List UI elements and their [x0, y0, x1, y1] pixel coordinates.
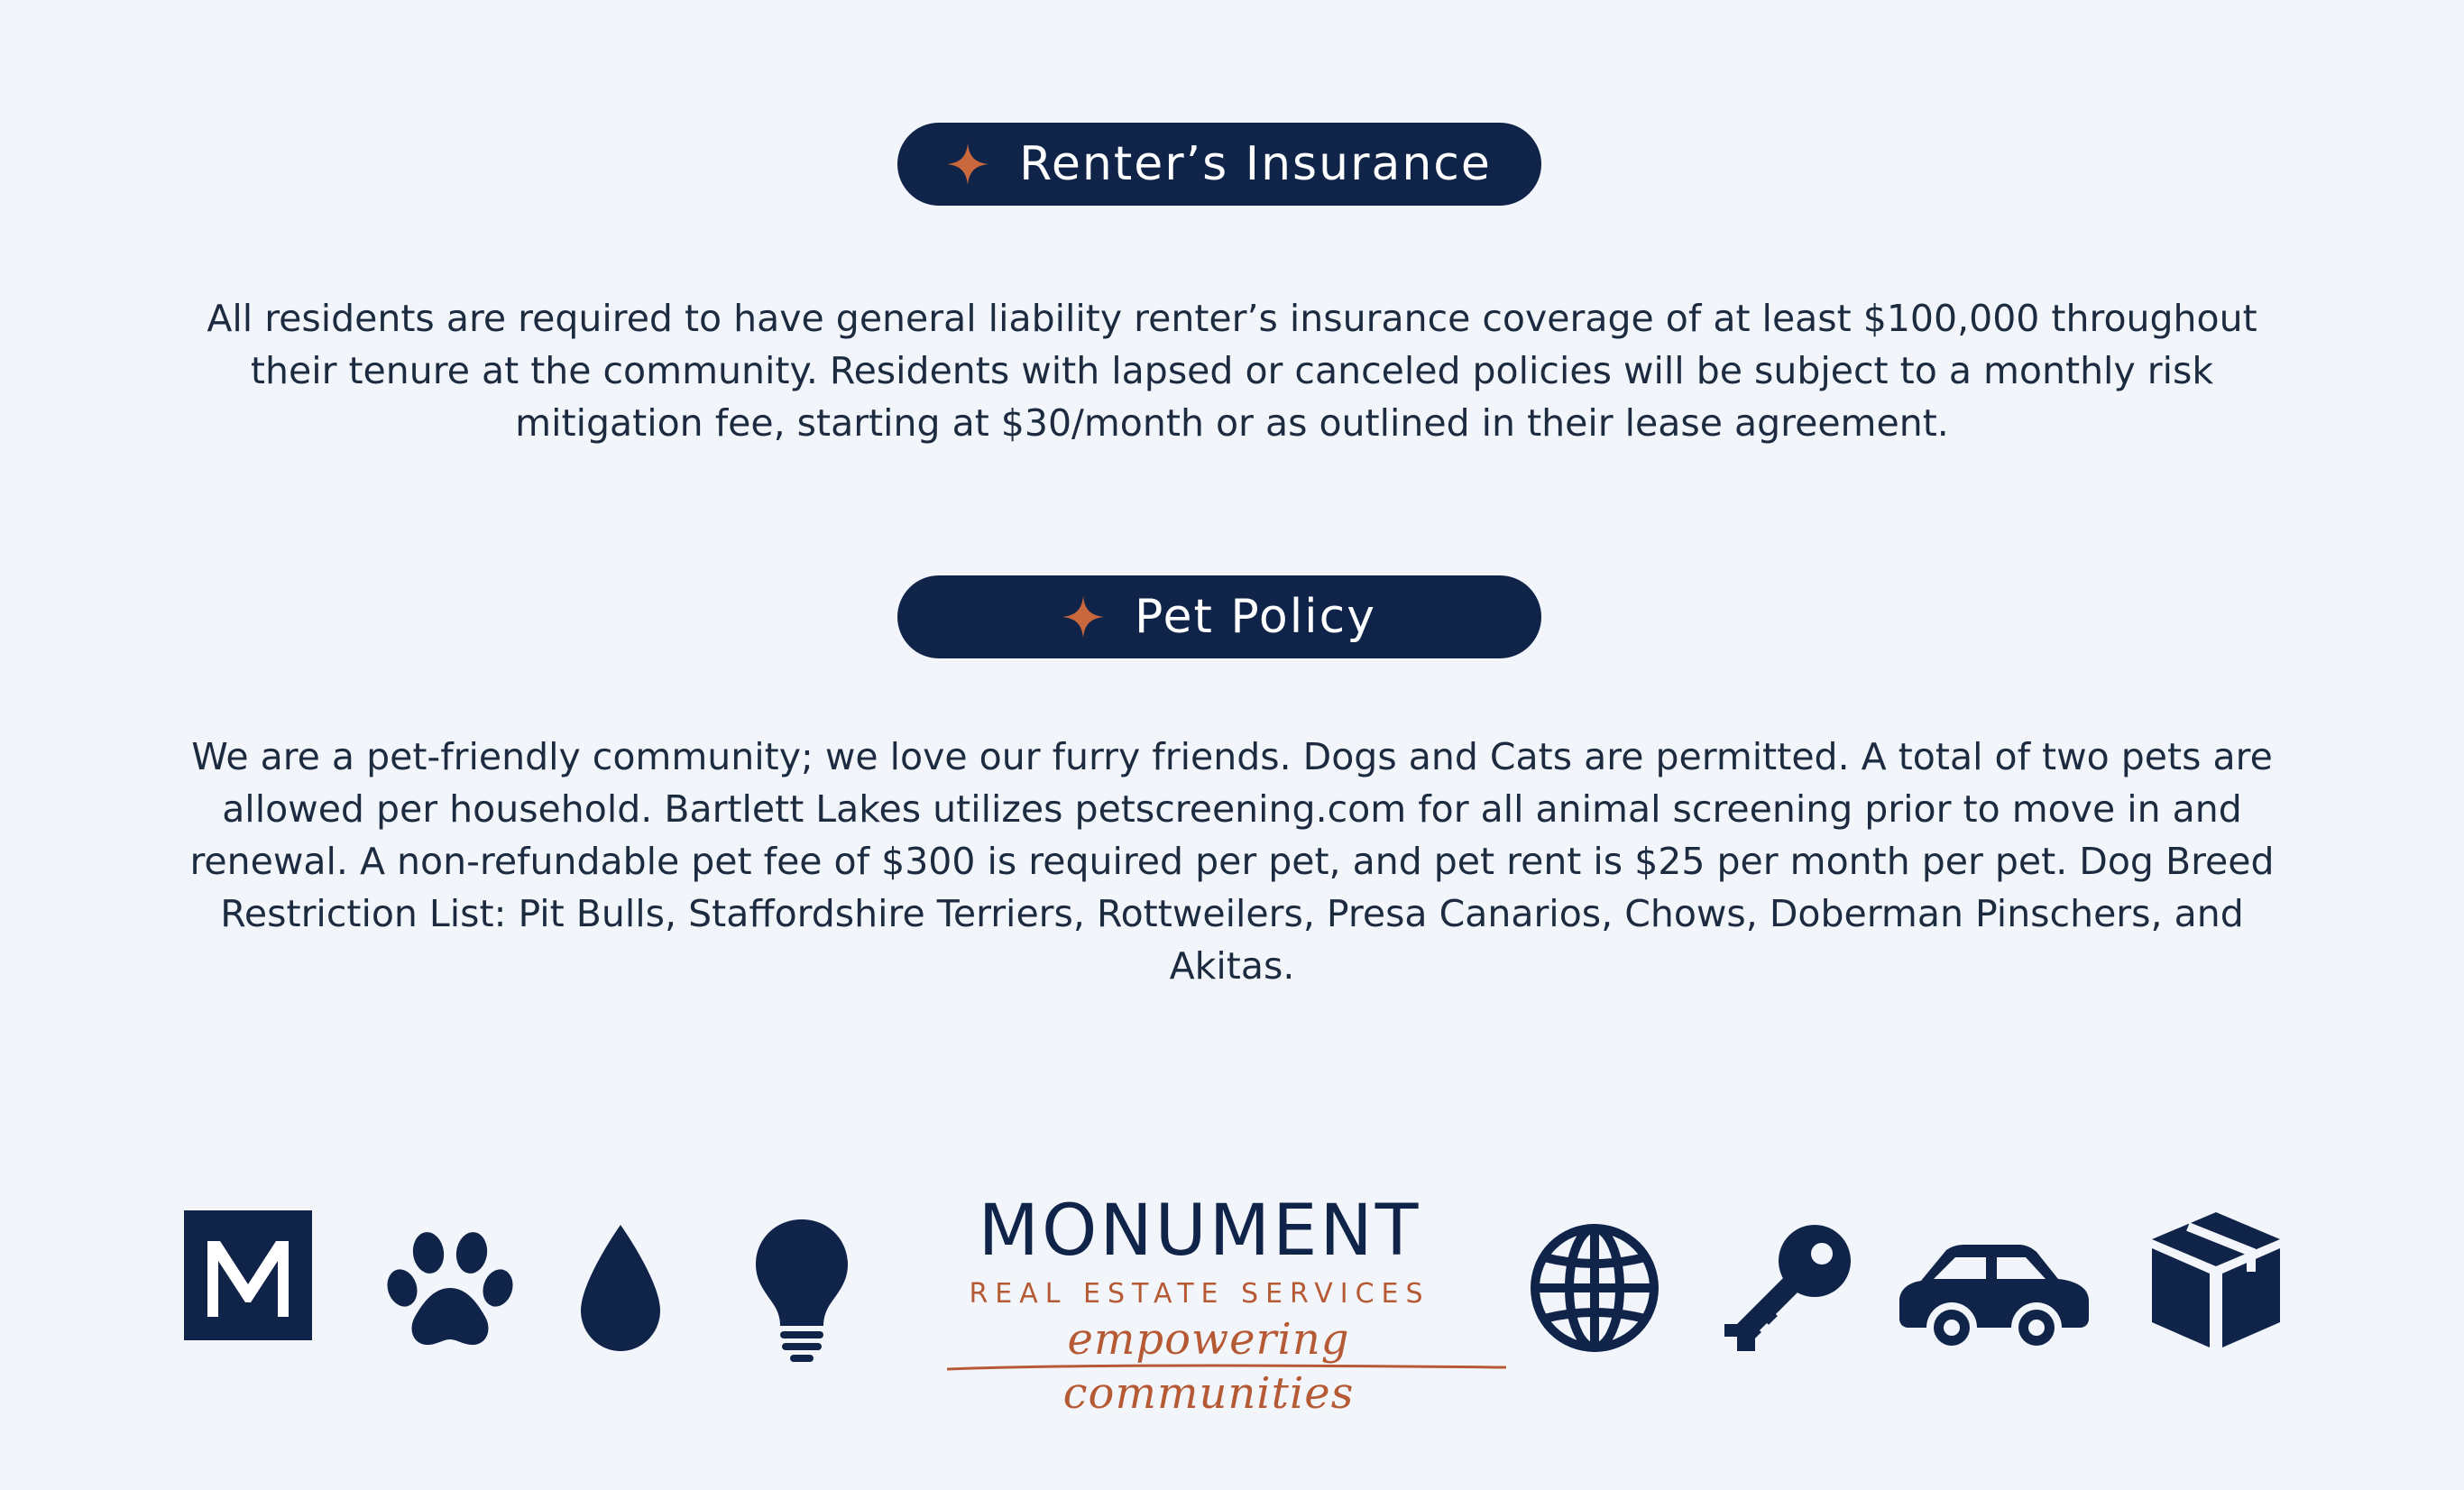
pet-policy-paragraph: We are a pet-friendly community; we love our furry friends. Dogs and Cats are permitted. A total of two pets are allowed per household. Bartlett Lakes utilizes petscreening.com for all animal screening prior to move in and renewal. A non-refundable pet fee of $300 is required per pet, and pet rent is $25 per month per pet. Dog Breed Restriction List: Pit Bulls, Staffordshire Terriers, Rottweilers, Presa Canarios, Chows, Doberman Pinschers, and Akitas.: [189, 735, 2275, 988]
tagline-underline: [947, 1362, 1506, 1398]
insurance-paragraph: All residents are required to have general liability renter’s insurance coverage of at least $100,000 throughout their tenure at the community. Residents with lapsed or canceled policies will be subject to a monthly risk mitigation fee, starting at $30/month or as outlined in their lease agreement.: [207, 297, 2257, 445]
brand-tagline: empowering communities: [1062, 1314, 1355, 1419]
monument-m-logo-icon: [184, 1210, 312, 1340]
section-heading-label: Pet Policy: [1135, 590, 1376, 644]
section-heading-pet-policy: [897, 575, 1541, 658]
monument-brand-logo: [929, 1191, 1488, 1421]
water-drop-icon: [581, 1225, 660, 1351]
brand-subtitle: REAL ESTATE SERVICES: [969, 1278, 1430, 1310]
package-box-icon: [2152, 1212, 2280, 1347]
lightbulb-icon: [756, 1219, 848, 1362]
sparkle-icon: [947, 143, 988, 185]
paw-icon: [386, 1230, 514, 1349]
key-icon: [1724, 1225, 1851, 1351]
section-heading-label: Renter’s Insurance: [1019, 137, 1492, 191]
brand-name: MONUMENT: [978, 1191, 1421, 1272]
sparkle-icon: [1062, 596, 1104, 638]
section-heading-insurance: [897, 123, 1541, 206]
globe-icon: [1530, 1223, 1660, 1353]
car-icon: [1899, 1245, 2089, 1346]
